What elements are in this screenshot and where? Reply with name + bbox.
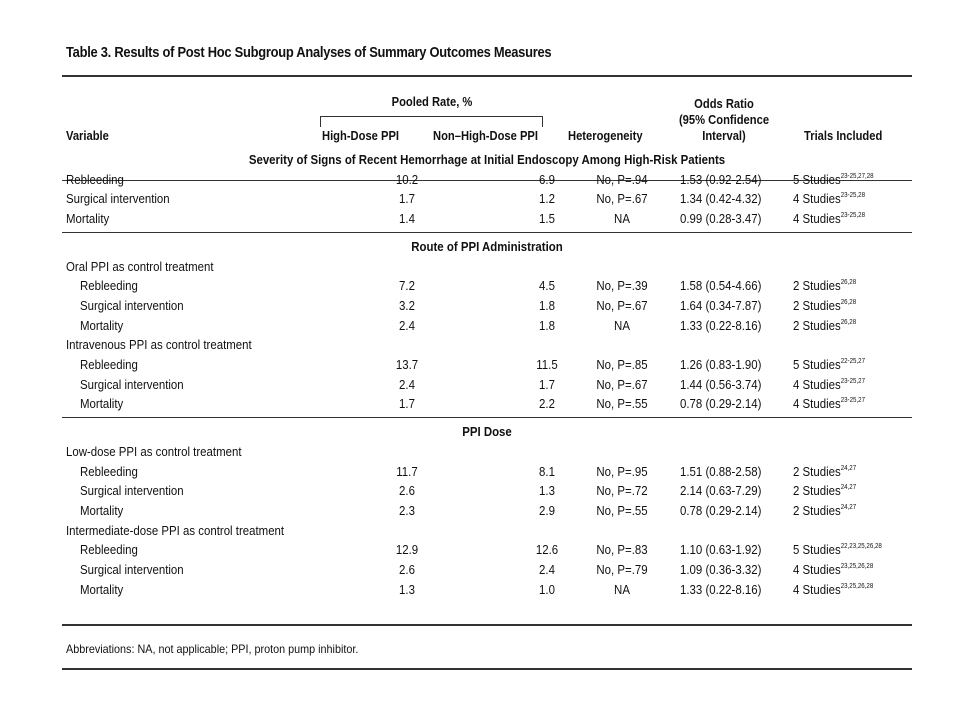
trials-references: 24,27 — [840, 503, 857, 511]
trials-cell — [793, 394, 865, 414]
variable-cell: Rebleeding — [66, 171, 124, 187]
header-trials-included: Trials Included — [804, 128, 883, 143]
variable-cell: Rebleeding — [80, 278, 138, 294]
variable-cell: Surgical intervention — [80, 483, 184, 499]
section-title: PPI Dose — [462, 424, 512, 440]
high-dose-cell: 11.7 — [396, 463, 418, 479]
odds-ratio-cell: 1.34 (0.42-4.32) — [680, 191, 762, 207]
heterogeneity-cell: No, P=.55 — [596, 502, 648, 518]
high-dose-cell: 2.4 — [399, 376, 415, 392]
heterogeneity-cell: NA — [614, 317, 630, 333]
trials-references: 26,28 — [840, 318, 857, 326]
trials-cell — [793, 316, 856, 336]
high-dose-cell: 1.7 — [399, 396, 415, 412]
section-title: Severity of Signs of Recent Hemorrhage at Initial Endoscopy Among High-Risk Patients — [248, 152, 726, 167]
subgroup-row — [52, 521, 912, 541]
subgroup-row — [52, 257, 912, 277]
trials-cell — [793, 462, 856, 482]
trials-count: 2 Studies — [793, 297, 841, 313]
variable-cell: Rebleeding — [80, 357, 138, 372]
heterogeneity-cell: No, P=.55 — [596, 396, 648, 412]
high-dose-cell: 1.4 — [399, 211, 415, 227]
footnote-rule — [62, 668, 912, 670]
trials-count: 2 Studies — [793, 483, 841, 499]
high-dose-cell: 2.6 — [399, 562, 415, 577]
high-dose-cell: 2.6 — [399, 483, 415, 499]
variable-cell: Mortality — [80, 317, 124, 333]
trials-cell — [793, 355, 865, 375]
non-high-dose-cell: 2.2 — [539, 396, 555, 412]
non-high-dose-cell: 1.2 — [539, 191, 555, 207]
variable-cell: Intermediate-dose PPI as control treatment — [66, 522, 285, 538]
table-row — [52, 540, 912, 560]
non-high-dose-cell: 1.7 — [539, 376, 555, 392]
non-high-dose-cell: 4.5 — [539, 278, 555, 294]
trials-references: 22,23,25,26,28 — [840, 543, 882, 551]
variable-cell: Mortality — [80, 396, 124, 412]
variable-cell: Oral PPI as control treatment — [66, 258, 214, 274]
trials-count: 2 Studies — [793, 278, 841, 294]
section-heading-row — [52, 422, 912, 442]
odds-ratio-cell: 1.44 (0.56-3.74) — [680, 376, 762, 392]
non-high-dose-cell: 1.3 — [539, 483, 555, 499]
table-row — [52, 316, 912, 336]
variable-cell: Surgical intervention — [80, 562, 184, 577]
non-high-dose-cell: 8.1 — [539, 463, 555, 479]
trials-cell — [793, 209, 865, 229]
table-title: Table 3. Results of Post Hoc Subgroup Analyses of Summary Outcomes Measures — [66, 44, 552, 61]
table-row — [52, 296, 912, 316]
trials-cell — [793, 276, 856, 296]
high-dose-cell: 1.7 — [399, 191, 415, 207]
trials-cell — [793, 375, 865, 395]
table-row — [52, 276, 912, 296]
non-high-dose-cell: 1.8 — [539, 317, 555, 333]
heterogeneity-cell: No, P=.39 — [596, 278, 648, 294]
heterogeneity-cell: NA — [614, 211, 630, 227]
heterogeneity-cell: No, P=.67 — [596, 376, 648, 392]
non-high-dose-cell: 1.0 — [539, 581, 555, 597]
table-row — [52, 375, 912, 395]
trials-cell — [793, 501, 856, 521]
table-bottom-rule — [62, 624, 912, 626]
trials-count: 5 Studies — [793, 357, 841, 372]
non-high-dose-cell: 2.4 — [539, 562, 555, 577]
trials-references: 24,27 — [840, 484, 857, 492]
non-high-dose-cell: 1.5 — [539, 211, 555, 227]
odds-ratio-cell: 1.10 (0.63-1.92) — [680, 542, 762, 558]
high-dose-cell: 2.4 — [399, 317, 415, 333]
odds-ratio-cell: 1.58 (0.54-4.66) — [680, 278, 762, 294]
variable-cell: Mortality — [80, 502, 124, 518]
section-title: Route of PPI Administration — [411, 238, 563, 254]
non-high-dose-cell: 6.9 — [539, 171, 555, 187]
variable-cell: Intravenous PPI as control treatment — [66, 337, 252, 353]
odds-ratio-cell: 1.26 (0.83-1.90) — [680, 357, 762, 372]
header-pooled-rate: Pooled Rate, % — [391, 94, 473, 109]
trials-references: 23-25,27 — [840, 377, 866, 385]
trials-cell — [793, 560, 873, 580]
high-dose-cell: 10.2 — [395, 171, 419, 187]
high-dose-cell: 1.3 — [399, 581, 415, 597]
header-odds-ratio-line2: (95% Confidence — [678, 112, 770, 127]
trials-count: 4 Studies — [793, 376, 841, 392]
heterogeneity-cell: No, P=.95 — [596, 463, 648, 479]
table-row — [52, 481, 912, 501]
trials-count: 5 Studies — [793, 171, 841, 187]
table-row — [52, 560, 912, 580]
variable-cell: Mortality — [80, 581, 124, 597]
header-non-high-dose: Non–High-Dose PPI — [433, 128, 538, 143]
heterogeneity-cell: No, P=.79 — [596, 562, 648, 577]
heterogeneity-cell: No, P=.72 — [596, 483, 648, 499]
non-high-dose-cell: 11.5 — [536, 357, 558, 372]
top-rule — [62, 75, 912, 77]
odds-ratio-cell: 1.33 (0.22-8.16) — [680, 581, 762, 597]
odds-ratio-cell: 1.64 (0.34-7.87) — [680, 297, 762, 313]
odds-ratio-cell: 1.51 (0.88-2.58) — [680, 463, 762, 479]
trials-cell — [793, 296, 856, 316]
high-dose-cell: 12.9 — [395, 542, 419, 558]
heterogeneity-cell: No, P=.67 — [596, 191, 648, 207]
non-high-dose-cell: 12.6 — [535, 542, 559, 558]
variable-cell: Surgical intervention — [80, 376, 184, 392]
odds-ratio-cell: 1.33 (0.22-8.16) — [680, 317, 762, 333]
trials-references: 23-25,28 — [840, 192, 866, 200]
section-rule — [62, 417, 912, 418]
trials-cell — [793, 481, 856, 501]
header-high-dose: High-Dose PPI — [322, 128, 400, 143]
table-row — [52, 501, 912, 521]
table-row — [52, 580, 912, 600]
trials-references: 23-25,28 — [840, 212, 866, 220]
table-row — [52, 170, 912, 190]
non-high-dose-cell: 2.9 — [539, 502, 555, 518]
trials-count: 5 Studies — [793, 542, 841, 558]
subgroup-row — [52, 442, 912, 462]
table-row — [52, 189, 912, 209]
heterogeneity-cell: No, P=.67 — [596, 297, 648, 313]
trials-cell — [793, 189, 865, 209]
heterogeneity-cell: No, P=.94 — [596, 171, 648, 187]
trials-count: 2 Studies — [793, 317, 841, 333]
trials-cell — [793, 580, 873, 600]
high-dose-cell: 7.2 — [399, 278, 415, 294]
high-dose-cell: 3.2 — [399, 297, 415, 313]
high-dose-cell: 2.3 — [399, 502, 415, 518]
variable-cell: Rebleeding — [80, 463, 138, 479]
odds-ratio-cell: 0.99 (0.28-3.47) — [680, 211, 762, 227]
trials-count: 2 Studies — [793, 463, 841, 479]
trials-references: 22-25,27 — [840, 358, 866, 365]
table-row — [52, 209, 912, 229]
trials-cell — [793, 170, 874, 190]
header-odds-ratio-line1: Odds Ratio — [694, 96, 754, 111]
section-heading-row — [52, 237, 912, 257]
variable-cell: Surgical intervention — [66, 191, 170, 207]
footnote: Abbreviations: NA, not applicable; PPI, proton pump inhibitor. — [66, 642, 359, 656]
trials-count: 4 Studies — [793, 562, 841, 577]
variable-cell: Surgical intervention — [80, 297, 184, 313]
trials-references: 23-25,27 — [840, 397, 866, 405]
trials-references: 23-25,27,28 — [840, 172, 874, 180]
subgroup-row — [52, 335, 912, 355]
trials-count: 4 Studies — [793, 396, 841, 412]
heterogeneity-cell: NA — [614, 581, 630, 597]
heterogeneity-cell: No, P=.83 — [596, 542, 648, 558]
odds-ratio-cell: 1.53 (0.92-2.54) — [680, 171, 762, 187]
trials-references: 24,27 — [840, 464, 857, 472]
trials-count: 4 Studies — [793, 191, 841, 207]
trials-references: 26,28 — [840, 298, 857, 306]
variable-cell: Low-dose PPI as control treatment — [66, 443, 242, 459]
section-heading-row — [52, 150, 912, 170]
heterogeneity-cell: No, P=.85 — [596, 357, 648, 372]
trials-references: 26,28 — [840, 279, 857, 287]
odds-ratio-cell: 1.09 (0.36-3.32) — [680, 562, 762, 577]
non-high-dose-cell: 1.8 — [539, 297, 555, 313]
section-rule — [62, 232, 912, 233]
table-row — [52, 355, 912, 375]
high-dose-cell: 13.7 — [395, 357, 419, 372]
odds-ratio-cell: 0.78 (0.29-2.14) — [680, 396, 762, 412]
variable-cell: Rebleeding — [80, 542, 138, 558]
trials-references: 23,25,26,28 — [840, 563, 874, 570]
trials-references: 23,25,26,28 — [840, 582, 874, 590]
trials-count: 4 Studies — [793, 581, 841, 597]
trials-count: 2 Studies — [793, 502, 841, 518]
pooled-rate-bracket — [320, 116, 543, 127]
trials-count: 4 Studies — [793, 211, 841, 227]
trials-cell — [793, 540, 882, 560]
table-row — [52, 394, 912, 414]
header-variable: Variable — [66, 128, 109, 143]
odds-ratio-cell: 2.14 (0.63-7.29) — [680, 483, 762, 499]
variable-cell: Mortality — [66, 211, 110, 227]
table-row — [52, 462, 912, 482]
odds-ratio-cell: 0.78 (0.29-2.14) — [680, 502, 762, 518]
header-heterogeneity: Heterogeneity — [568, 128, 643, 143]
header-odds-ratio-line3: Interval) — [702, 128, 746, 143]
